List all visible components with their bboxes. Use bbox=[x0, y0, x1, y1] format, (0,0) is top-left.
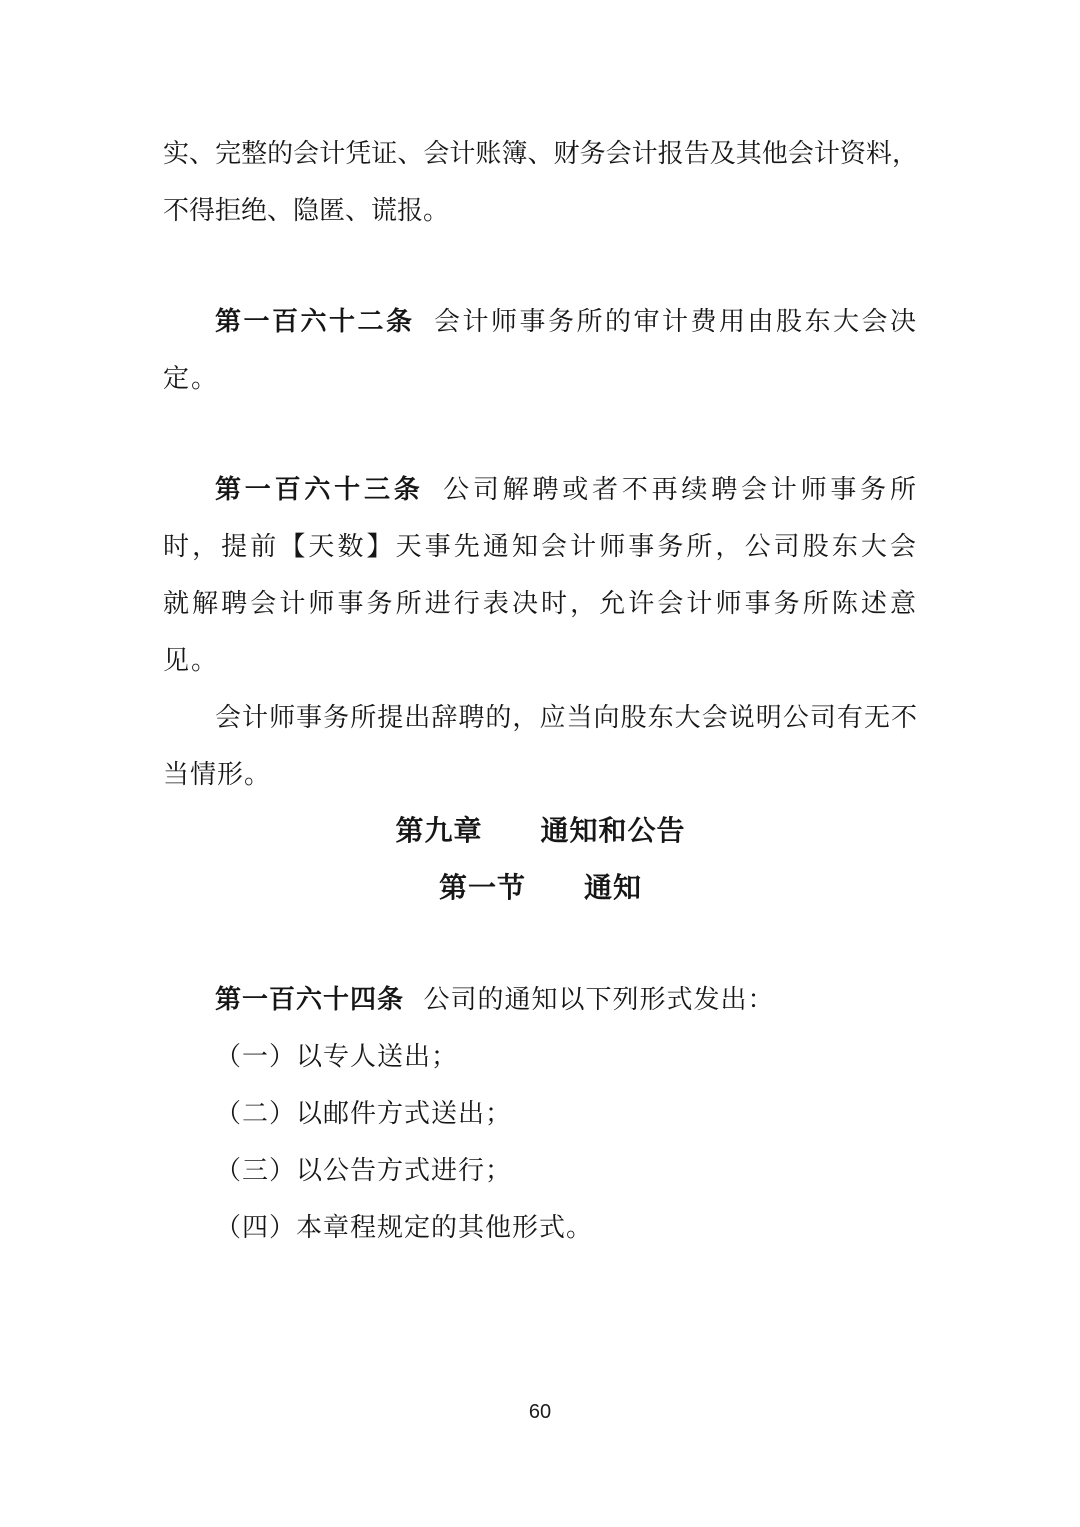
article-164 bbox=[163, 971, 918, 1028]
article-163 bbox=[163, 461, 918, 689]
article-162 bbox=[163, 293, 918, 407]
notice-form-item-3: （三）以公告方式进行； bbox=[215, 1156, 513, 1185]
article-164-body: 公司的通知以下列形式发出： bbox=[423, 985, 775, 1014]
notice-form-item-1: （一）以专人送出； bbox=[215, 1042, 459, 1071]
article-163-paragraph-2: 会计师事务所提出辞聘的，应当向股东大会说明公司有无不当情形。 bbox=[163, 703, 918, 789]
notice-form-item-2: （二）以邮件方式送出； bbox=[215, 1099, 513, 1128]
article-163-number: 第一百六十三条 bbox=[215, 475, 424, 504]
page-number: 60 bbox=[528, 1401, 552, 1423]
article-163-body: 公司解聘或者不再续聘会计师事务所时，提前【天数】天事先通知会计师事务所，公司股东大会就解聘会计师事务所进行表决时，允许会计师事务所陈述意见。 bbox=[163, 475, 918, 675]
article-162-number: 第一百六十二条 bbox=[215, 307, 415, 336]
paragraph-continuation: 实、完整的会计凭证、会计账簿、财务会计报告及其他会计资料，不得拒绝、隐匿、谎报。 bbox=[163, 139, 918, 225]
article-164-number: 第一百六十四条 bbox=[215, 985, 405, 1014]
chapter-9-heading: 第九章 通知和公告 bbox=[395, 816, 686, 847]
document-body bbox=[163, 125, 918, 1256]
notice-form-item-4: （四）本章程规定的其他形式。 bbox=[215, 1213, 594, 1242]
article-162-body: 会计师事务所的审计费用由股东大会决定。 bbox=[163, 307, 918, 393]
section-1-heading: 第一节 通知 bbox=[438, 873, 642, 904]
